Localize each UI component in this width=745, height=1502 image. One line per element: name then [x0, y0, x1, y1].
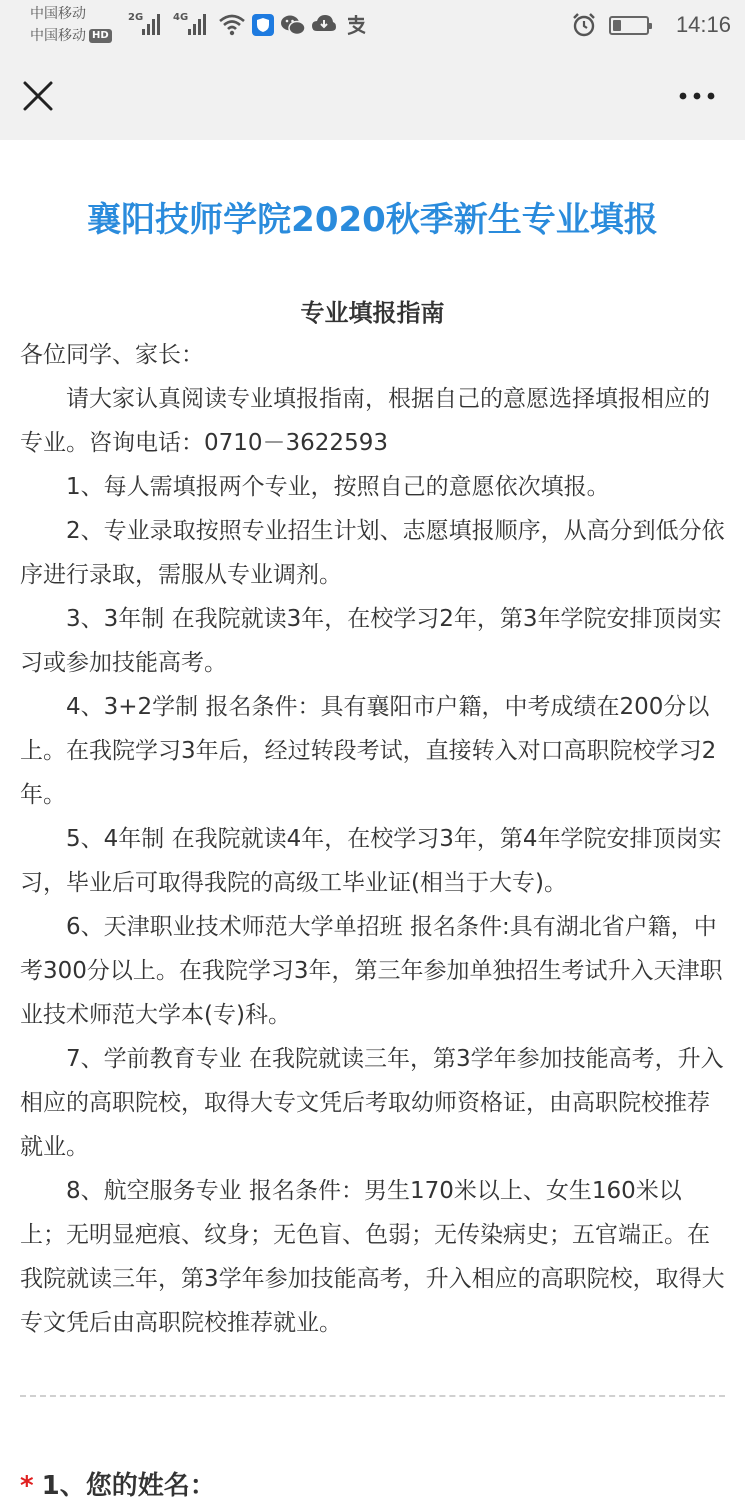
- guide-heading: 专业填报指南: [300, 299, 445, 327]
- carrier-1: 中国移动: [30, 6, 86, 22]
- carrier-2: [30, 27, 112, 45]
- cloud-download-icon: [311, 13, 337, 37]
- paragraph-intro: 请大家认真阅读专业填报指南，根据自己的意愿选择填报相应的专业。咨询电话：0710－3622593: [20, 386, 710, 456]
- question-label: 1、您的姓名：: [41, 1471, 216, 1501]
- paragraph-7: 7、学前教育专业 在我院就读三年，第3学年参加技能高考，升入相应的高职院校，取得大专文凭后考取幼师资格证，由高职院校推荐就业。: [20, 1046, 724, 1160]
- page-title: 襄阳技师学院2020秋季新生专业填报: [87, 200, 658, 240]
- guide-body: [0, 333, 745, 1345]
- paragraph-6: 6、天津职业技术师范大学单招班 报名条件:具有湖北省户籍，中考300分以上。在我院学习3年，第三年参加单独招生考试升入天津职业技术师范大学本(专)科。: [20, 914, 723, 1028]
- shield-icon: [251, 13, 275, 37]
- battery-icon: [609, 16, 649, 35]
- net-4g-label: 4G: [173, 12, 189, 23]
- alarm-icon: [571, 12, 597, 38]
- alipay-icon: [344, 13, 368, 37]
- paragraph-4: 4、3+2学制 报名条件：具有襄阳市户籍，中考成绩在200分以上。在我院学习3年后，经过转段考试，直接转入对口高职院校学习2年。: [20, 694, 717, 808]
- section-divider: [20, 1395, 725, 1397]
- status-bar: [0, 0, 745, 52]
- wechat-icon: [280, 13, 306, 37]
- wifi-icon: [218, 13, 246, 37]
- hd-badge: HD: [89, 29, 112, 43]
- paragraph-8: 8、航空服务专业 报名条件：男生170米以上、女生160米以上；无明显疤痕、纹身；无色盲、色弱；无传染病史；五官端正。在我院就读三年，第3学年参加技能高考，升入相应的高职院校，取得大专文凭后由高职院校推荐就业。: [20, 1178, 725, 1336]
- battery-fill: [613, 20, 621, 31]
- paragraph-2: 2、专业录取按照专业招生计划、志愿填报顺序，从高分到低分依序进行录取，需服从专业调剂。: [20, 518, 725, 588]
- clock: 14:16: [675, 12, 731, 37]
- greeting: 各位同学、家长：: [20, 342, 204, 368]
- nav-bar: [0, 52, 745, 140]
- more-icon[interactable]: [677, 82, 717, 110]
- paragraph-5: 5、4年制 在我院就读4年，在校学习3年，第4年学院安排顶岗实习，毕业后可取得我院的高级工毕业证(相当于大专)。: [20, 826, 722, 896]
- paragraph-3: 3、3年制 在我院就读3年，在校学习2年，第3年学院安排顶岗实习或参加技能高考。: [20, 606, 722, 676]
- paragraph-1: 1、每人需填报两个专业，按照自己的意愿依次填报。: [66, 474, 610, 500]
- required-mark: *: [20, 1471, 34, 1501]
- close-icon[interactable]: [20, 78, 56, 114]
- signal-icon: [142, 13, 162, 35]
- page-content: [0, 140, 745, 1345]
- question-name[interactable]: [20, 1465, 216, 1502]
- signal-icon-2: [188, 13, 208, 35]
- carrier-2-label: 中国移动: [30, 28, 86, 44]
- net-2g-label: 2G: [128, 12, 144, 23]
